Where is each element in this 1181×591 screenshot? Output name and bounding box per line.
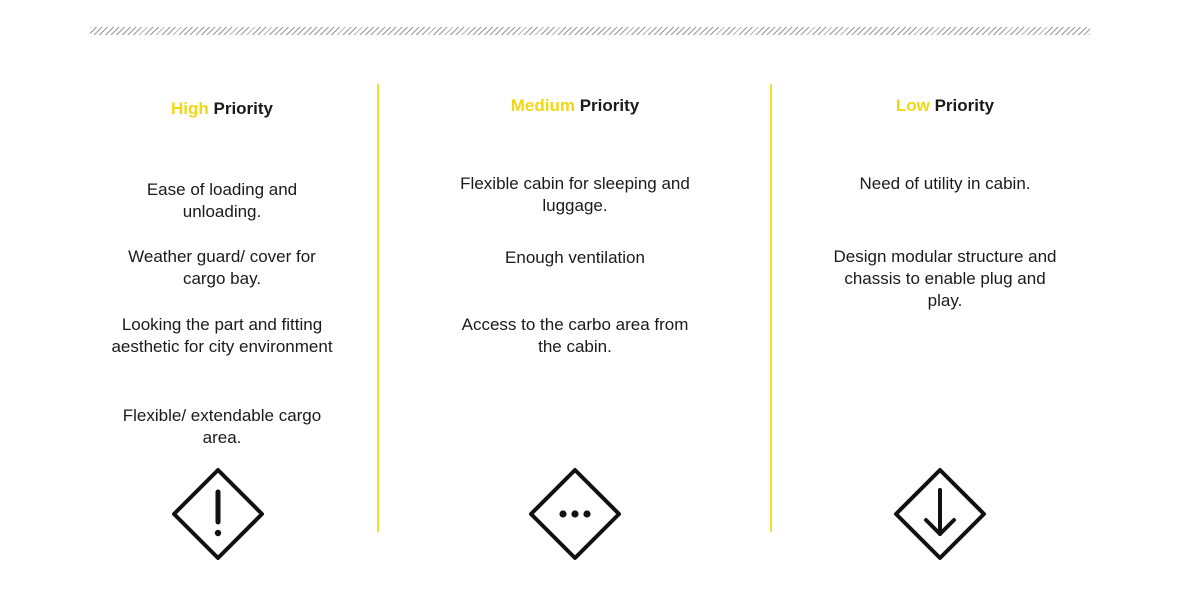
exclamation-diamond-icon: [170, 466, 266, 562]
medium-priority-item: Access to the carbo area from the cabin.: [461, 315, 689, 356]
high-priority-title-accent: High: [170, 99, 209, 118]
high-priority-item: Looking the part and fitting aesthetic for city environment: [111, 315, 333, 356]
high-priority-item: Ease of loading and unloading.: [146, 180, 298, 221]
low-priority-item: Design modular structure and chassis to enable plug and play.: [833, 247, 1057, 310]
high-priority-title: [72, 99, 372, 119]
low-priority-column: [795, 0, 1095, 591]
low-priority-title: [795, 96, 1095, 116]
ellipsis-diamond-icon: [527, 466, 623, 562]
medium-priority-title-rest: Priority: [574, 96, 640, 115]
high-priority-item: Weather guard/ cover for cargo bay.: [128, 247, 316, 288]
high-priority-title-rest: Priority: [208, 99, 274, 118]
high-priority-column: [72, 0, 372, 591]
medium-priority-item: Flexible cabin for sleeping and luggage.: [460, 174, 690, 215]
medium-priority-title-accent: Medium: [510, 96, 575, 115]
low-priority-item: Need of utility in cabin.: [859, 174, 1031, 193]
medium-priority-item: Enough ventilation: [505, 248, 645, 267]
low-priority-title-rest: Priority: [929, 96, 995, 115]
down-arrow-diamond-icon: [892, 466, 988, 562]
medium-priority-title: [425, 96, 725, 116]
medium-priority-column: [425, 0, 725, 591]
column-divider-1: [377, 84, 379, 532]
low-priority-title-accent: Low: [895, 96, 930, 115]
high-priority-item: Flexible/ extendable cargo area.: [122, 406, 322, 447]
column-divider-2: [770, 84, 772, 532]
